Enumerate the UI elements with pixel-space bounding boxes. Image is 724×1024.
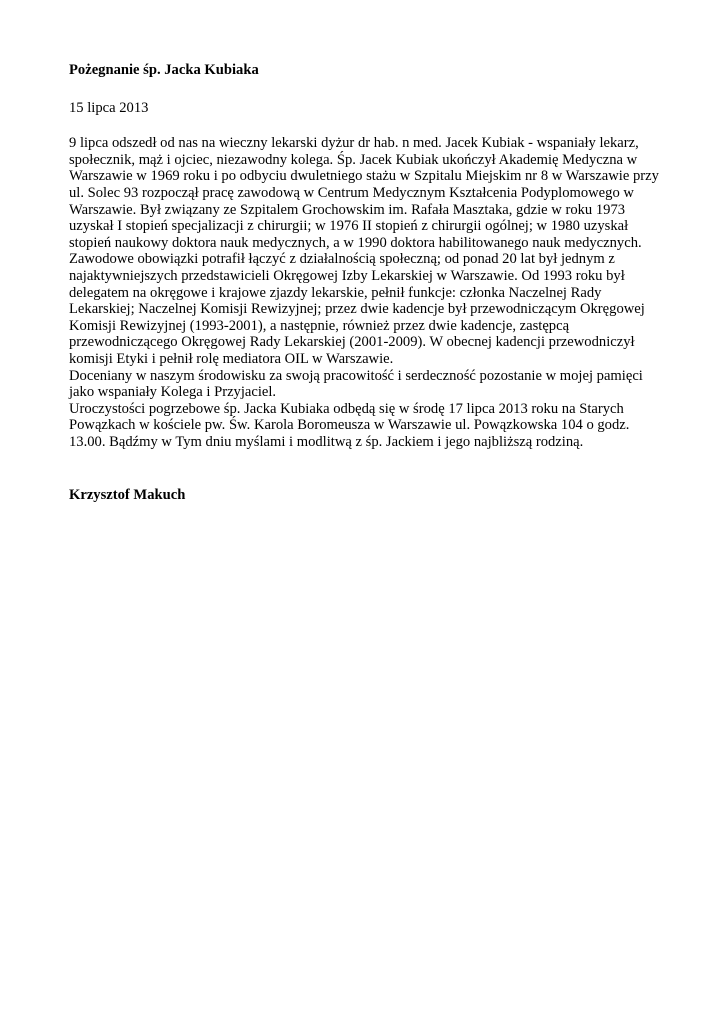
paragraph-biography: 9 lipca odszedł od nas na wieczny lekarski dyżur dr hab. n med. Jacek Kubiak - wspaniały lekarz, społecznik, mąż i ojciec, niezawodny kolega. Śp. Jacek Kubiak ukończył Akademię Medyczna w Warszawie w 1969 roku i po odbyciu dwuletniego stażu w Szpitalu Miejskim nr 8 w Warszawie przy ul. Solec 93 rozpoczął pracę zawodową w Centrum Medycznym Kształcenia Podyplomowego w Warszawie. Był związany ze Szpitalem Grochowskim im. Rafała Masztaka, gdzie w roku 1973 uzyskał I stopień specjalizacji z chirurgii; w 1976 II stopień z chirurgii ogólnej; w 1980 uzyskał stopień naukowy doktora nauk medycznych, a w 1990 doktora habilitowanego nauk medycznych. Zawodowe obowiązki potrafił łączyć z działalnością społeczną; od ponad 20 lat był jednym z najaktywniejszych przedstawicieli Okręgowej Izby Lekarskiej w Warszawie. Od 1993 roku był delegatem na okręgowe i krajowe zjazdy lekarskie, pełnił funkcje: członka Naczelnej Rady Lekarskiej; Naczelnej Komisji Rewizyjnej; przez dwie kadencje był przewodniczącym Okręgowej Komisji Rewizyjnej (1993-2001), a następnie, również przez dwie kadencje, zastępcą przewodniczącego Okręgowej Rady Lekarskiej (2001-2009). W obecnej kadencji przewodniczył komisji Etyki i pełnił rolę mediatora OIL w Warszawie.: [69, 135, 659, 367]
document-text: [69, 135, 659, 450]
signature: Krzysztof Makuch: [69, 487, 186, 503]
paragraph-remembrance: Doceniany w naszym środowisku za swoją pracowitość i serdeczność pozostanie w mojej pamięci jako wspaniały Kolega i Przyjaciel.: [69, 367, 643, 401]
paragraph-funeral: Uroczystości pogrzebowe śp. Jacka Kubiaka odbędą się w środę 17 lipca 2013 roku na Starych Powązkach w kościele pw. Św. Karola Boromeusza w Warszawie ul. Powązkowska 104 o godz. 13.00. Bądźmy w Tym dniu myślami i modlitwą z śp. Jackiem i jego najbliższą rodziną.: [69, 400, 630, 450]
document-body: [69, 62, 659, 450]
document-title: Pożegnanie śp. Jacka Kubiaka: [69, 62, 259, 78]
document-date: 15 lipca 2013: [69, 99, 149, 116]
